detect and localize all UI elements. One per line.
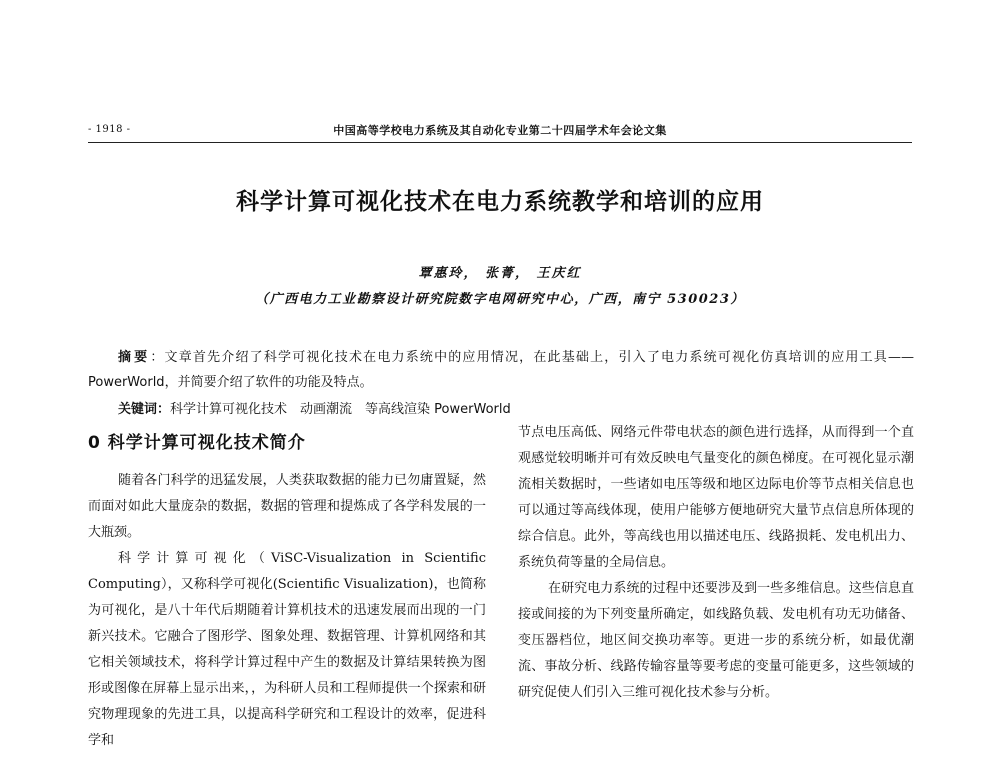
section-heading: 0 科学计算可视化技术简介 <box>88 433 306 453</box>
paper-title: 科学计算可视化技术在电力系统教学和培训的应用 <box>236 189 764 215</box>
right-column <box>518 420 914 706</box>
abstract <box>88 345 914 395</box>
keywords <box>118 399 908 421</box>
journal-title: 中国高等学校电力系统及其自动化专业第二十四届学术年会论文集 <box>333 124 667 137</box>
abstract-software: PowerWorld <box>88 375 165 390</box>
keywords-label: 关键词： <box>118 402 171 417</box>
page-number: - 1918 - <box>88 124 131 135</box>
body-paragraph: 科学计算可视化（ViSC-Visualization in Scientific Computing），又称科学可视化(Scientific Visualization)，也简称为可视化，是八十年代后期随着计算机技术的迅速发展而出现的一门新兴技术。它融合了图形学、图象处理、数据管理、计算机网络和其它相关领域技术，将科学计算过程中产生的数据及计算结果转换为图形或图像在屏幕上显示出来，，为科研人员和工程师提供一个探索和研究物理现象的先进工具，以提高科学研究和工程设计的效率，促进科学和 <box>88 551 486 748</box>
keywords-software: PowerWorld <box>434 402 511 417</box>
abstract-text-after: ，并简要介绍了软件的功能及特点。 <box>164 375 373 390</box>
body-paragraph: 随着各门科学的迅猛发展，人类获取数据的能力已勿庸置疑，然而面对如此大量庞杂的数据，数据的管理和提炼成了各学科发展的一大瓶颈。 <box>88 473 486 540</box>
running-header <box>88 118 912 143</box>
affiliation: （广西电力工业勘察设计研究院数字电网研究中心，广西，南宁 530023） <box>255 292 745 307</box>
body-paragraph: 节点电压高低、网络元件带电状态的颜色进行选择，从而得到一个直观感觉较明晰并可有效反映电气量变化的颜色梯度。在可视化显示潮流相关数据时，一些诸如电压等级和地区边际电价等节点相关信息也可以通过等高线体现，使用户能够方便地研究大量节点信息所体现的综合信息。此外，等高线也用以描述电压、线路损耗、发电机出力、系统负荷等量的全局信息。 <box>518 425 914 570</box>
abstract-label: 摘要 <box>118 350 151 365</box>
body-paragraph: 在研究电力系统的过程中还要涉及到一些多维信息。这些信息直接或间接的为下列变量所确定，如线路负载、发电机有功无功储备、变压器档位，地区间交换功率等。更进一步的系统分析，如最优潮流、事故分析、线路传输容量等要考虑的变量可能更多，这些领域的研究促使人们引入三维可视化技术参与分析。 <box>518 581 914 700</box>
keywords-text: 科学计算可视化技术 动画潮流 等高线渲染 <box>170 402 431 417</box>
authors: 覃惠玲， 张菁， 王庆红 <box>418 266 582 281</box>
left-column <box>88 420 486 754</box>
abstract-text-before: ：文章首先介绍了科学可视化技术在电力系统中的应用情况，在此基础上，引入了电力系统可视化仿真培训的应用工具—— <box>150 350 914 365</box>
